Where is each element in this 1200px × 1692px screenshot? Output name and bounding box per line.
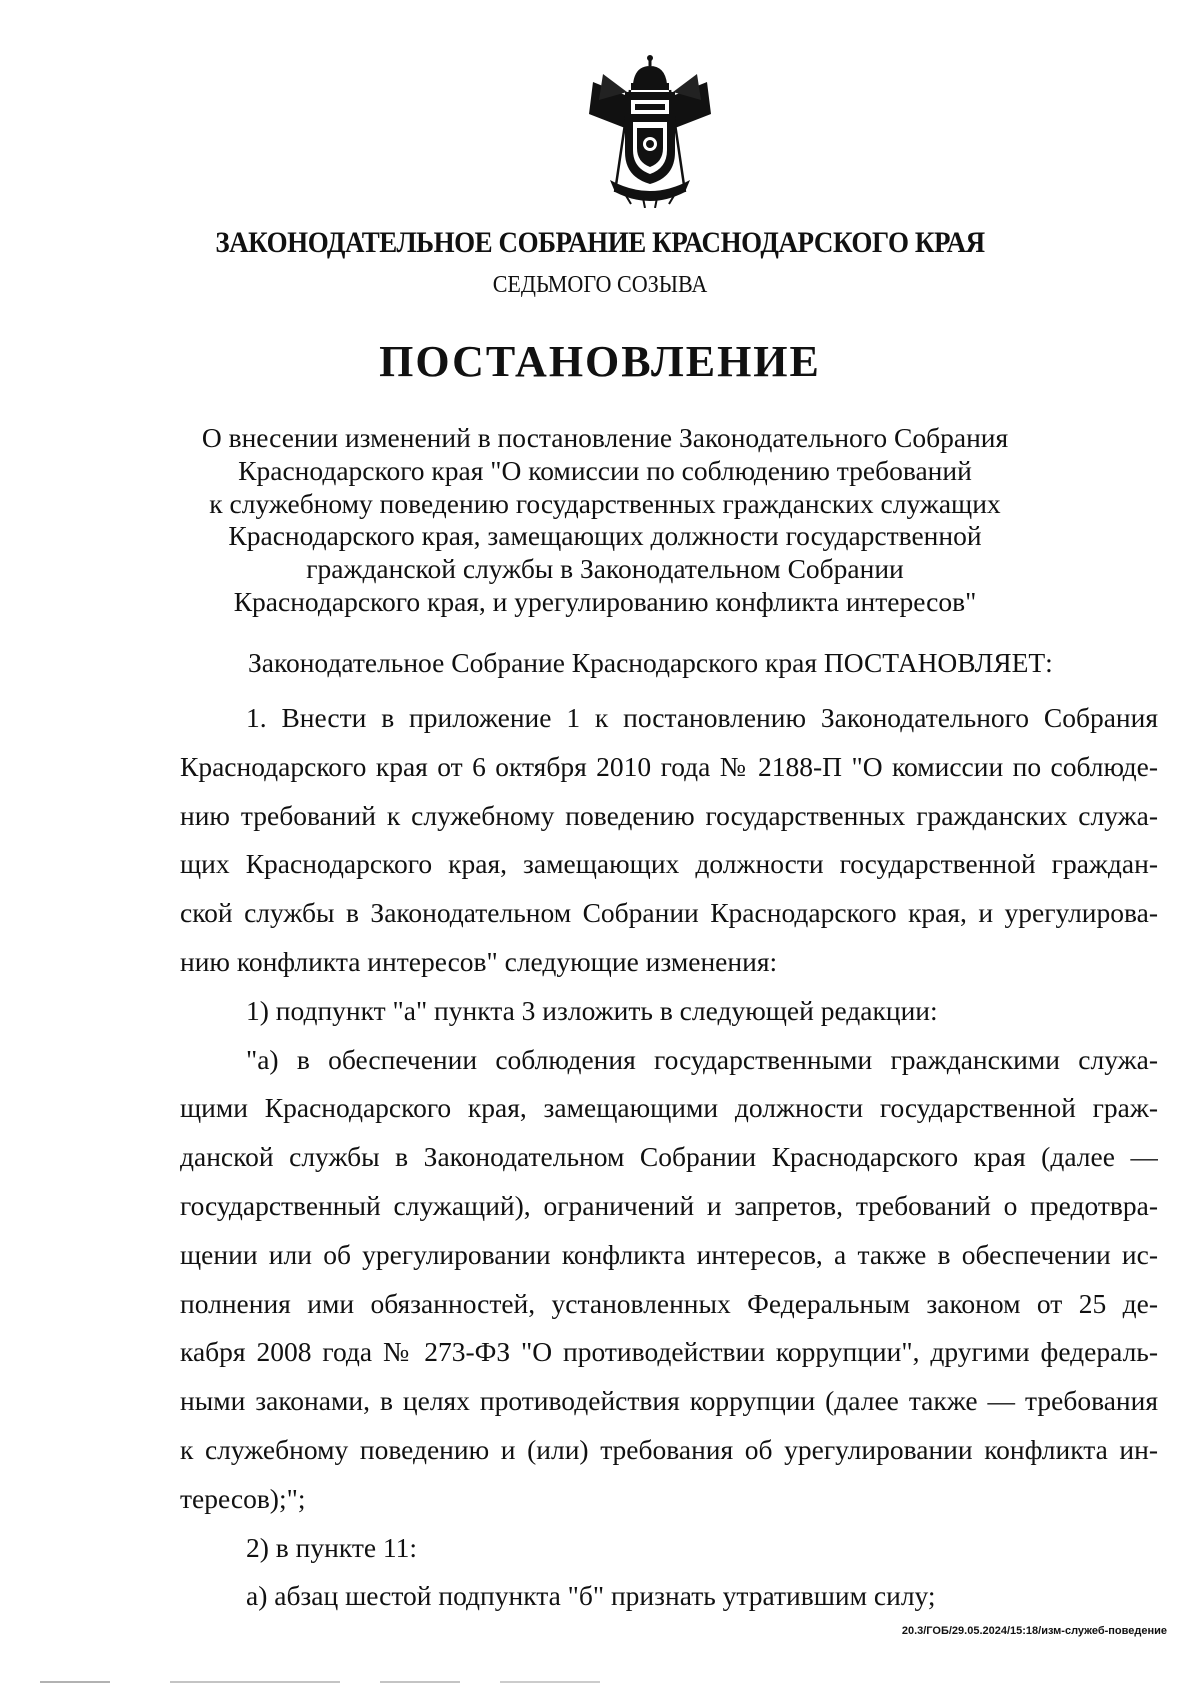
body-line: 1. Внести в приложение 1 к постановлению Законодательного Собрания [246,702,1158,733]
subject-line: Краснодарского края "О комиссии по соблюдению требований [238,454,972,486]
document-footer-code: 20.3/ГОБ/29.05.2024/15:18/изм-служеб-поведение [901,1625,1167,1637]
document-type-title: ПОСТАНОВЛЕНИЕ [379,337,821,386]
convocation-subtitle: СЕДЬМОГО СОЗЫВА [492,272,708,298]
body-line: щих Краснодарского края, замещающих должности государственной граждан- [180,848,1158,880]
organization-title: ЗАКОНОДАТЕЛЬНОЕ СОБРАНИЕ КРАСНОДАРСКОГО КРАЯ [215,226,985,259]
subject-line: Краснодарского края, замещающих должности государственной [228,520,982,552]
body-line: 2) в пункте 11: [246,1531,418,1563]
scan-artifact-lines [40,1680,600,1684]
document-subject [200,422,1010,619]
body-line: государственный служащий), ограничений и запретов, требований о предотвра- [180,1189,1158,1221]
body-line: кабря 2008 года № 273-ФЗ "О противодействии коррупции", другими федераль- [180,1336,1158,1368]
body-line: нию конфликта интересов" следующие изменения: [180,945,778,977]
body-line: ными законами, в целях противодействия коррупции (далее также — требования [180,1385,1158,1417]
coat-of-arms-icon [585,52,715,208]
body-line: 1) подпункт "а" пункта 3 изложить в следующей редакции: [246,994,938,1026]
body-line: щими Краснодарского края, замещающими должности государственной граж- [180,1092,1158,1124]
body-line: "а) в обеспечении соблюдения государственными гражданскими служа- [246,1043,1158,1075]
document-body [180,694,1158,1621]
body-line: данской службы в Законодательном Собрании Краснодарского края (далее — [180,1141,1158,1173]
body-line: полнения ими обязанностей, установленных Федеральным законом от 25 де- [180,1287,1158,1319]
body-line: Краснодарского края от 6 октября 2010 года № 2188-П "О комиссии по соблюде- [180,750,1158,782]
subject-line: О внесении изменений в постановление Законодательного Собрания [201,422,1009,453]
subject-line: гражданской службы в Законодательном Собрании [306,553,904,585]
body-line: к служебному поведению и (или) требования об урегулировании конфликта ин- [180,1433,1158,1465]
subject-line: Краснодарского края, и урегулированию конфликта интересов" [233,585,977,617]
subject-line: к служебному поведению государственных гражданских служащих [209,487,1001,519]
body-line: а) абзац шестой подпункта "б" признать утратившим силу; [246,1580,936,1612]
body-line: щении или об урегулировании конфликта интересов, а также в обеспечении ис- [180,1238,1158,1270]
body-line: ской службы в Законодательном Собрании Краснодарского края, и урегулирова- [180,897,1158,929]
body-line: тересов);"; [180,1482,306,1514]
body-line: нию требований к служебному поведению государственных гражданских служа- [180,799,1158,831]
decree-statement: Законодательное Собрание Краснодарского края ПОСТАНОВЛЯЕТ: [248,647,1053,678]
